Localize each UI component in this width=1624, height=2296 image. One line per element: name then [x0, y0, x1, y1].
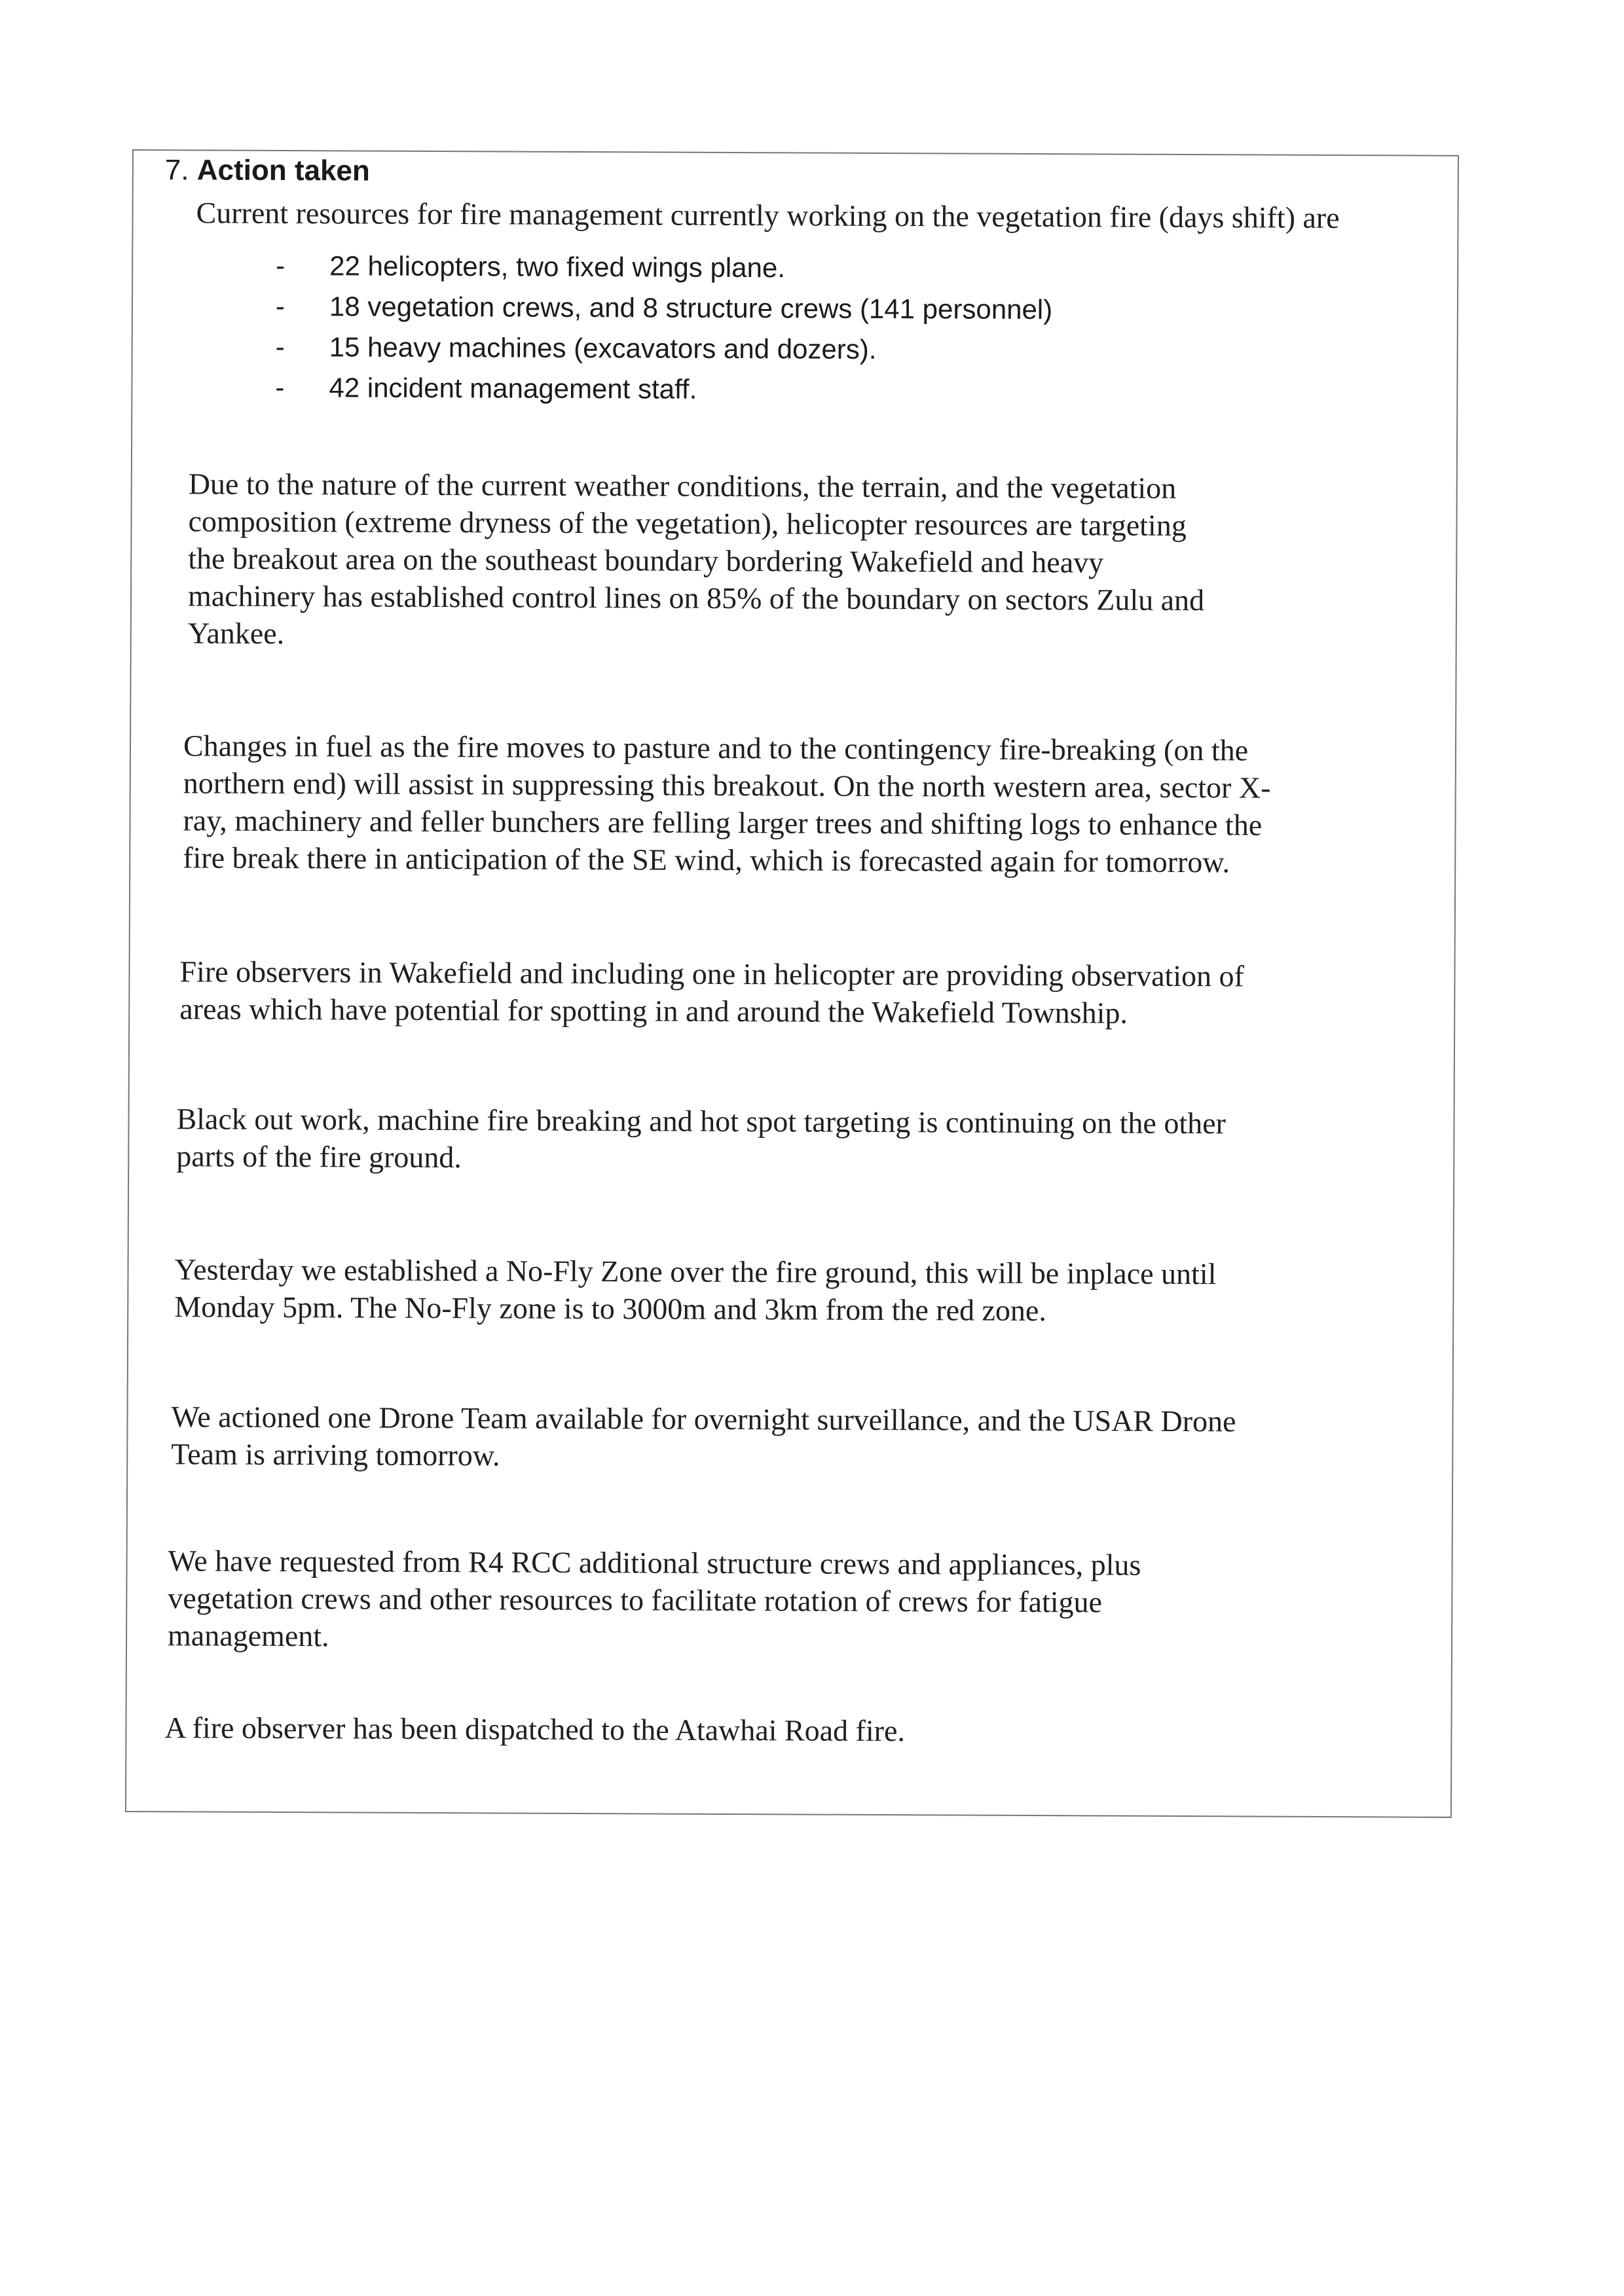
- bullet-dash: -: [275, 290, 286, 322]
- section-title: Action taken: [196, 154, 370, 187]
- paragraph-black-out-work: Black out work, machine fire breaking and hot spot targeting is continuing on the other parts of the fire ground.: [176, 1102, 1227, 1175]
- bullet-dash: -: [275, 371, 285, 403]
- resource-heavy-machines: 15 heavy machines (excavators and dozers).: [329, 331, 877, 365]
- paragraph-fire-observers: Fire observers in Wakefield and including one in helicopter are providing observation of areas which have potential for spotting in and around the Wakefield Township.: [179, 955, 1245, 1030]
- resources-intro: Current resources for fire management currently working on the vegetation fire (days shift) are: [196, 196, 1340, 235]
- paragraph-no-fly-zone: Yesterday we established a No-Fly Zone over the fire ground, this will be inplace until Monday 5pm. The No-Fly zone is to 3000m and 3km from the red zone.: [174, 1252, 1217, 1328]
- bullet-dash: -: [275, 331, 285, 363]
- paragraph-fuel-changes: Changes in fuel as the fire moves to pasture and to the contingency fire-breaking (on the northern end) will assist in suppressing this breakout. On the north western area, sector X- ray, machinery and feller bunchers are felling larger trees and shifting logs to enhance the fire break there in anticipation of the SE wind, which is forecasted again for tomorrow.: [183, 729, 1271, 879]
- action-taken-section: [125, 149, 1459, 1818]
- paragraph-drone-team: We actioned one Drone Team available for overnight surveillance, and the USAR Drone Team is arriving tomorrow.: [171, 1400, 1236, 1472]
- resource-incident-staff: 42 incident management staff.: [329, 372, 697, 405]
- paragraph-helicopter-targeting: Due to the nature of the current weather conditions, the terrain, and the vegetation composition (extreme dryness of the vegetation), helicopter resources are targeting the breakout area on the southeast boundary bordering Wakefield and heavy machinery has established control lines on 85% of the boundary on sectors Zulu and Yankee.: [187, 467, 1205, 651]
- resource-helicopters: 22 helicopters, two fixed wings plane.: [329, 250, 786, 283]
- paragraph-requested-resources: We have requested from R4 RCC additional structure crews and appliances, plus vegetation crews and other resources to facilitate rotation of crews for fatigue management.: [167, 1544, 1141, 1653]
- section-number: 7.: [164, 154, 189, 187]
- section-heading: [165, 151, 370, 191]
- paragraph-atawhai-road: A fire observer has been dispatched to the Atawhai Road fire.: [164, 1711, 906, 1748]
- resource-crews: 18 vegetation crews, and 8 structure crews (141 personnel): [329, 291, 1053, 325]
- bullet-dash: -: [276, 249, 286, 282]
